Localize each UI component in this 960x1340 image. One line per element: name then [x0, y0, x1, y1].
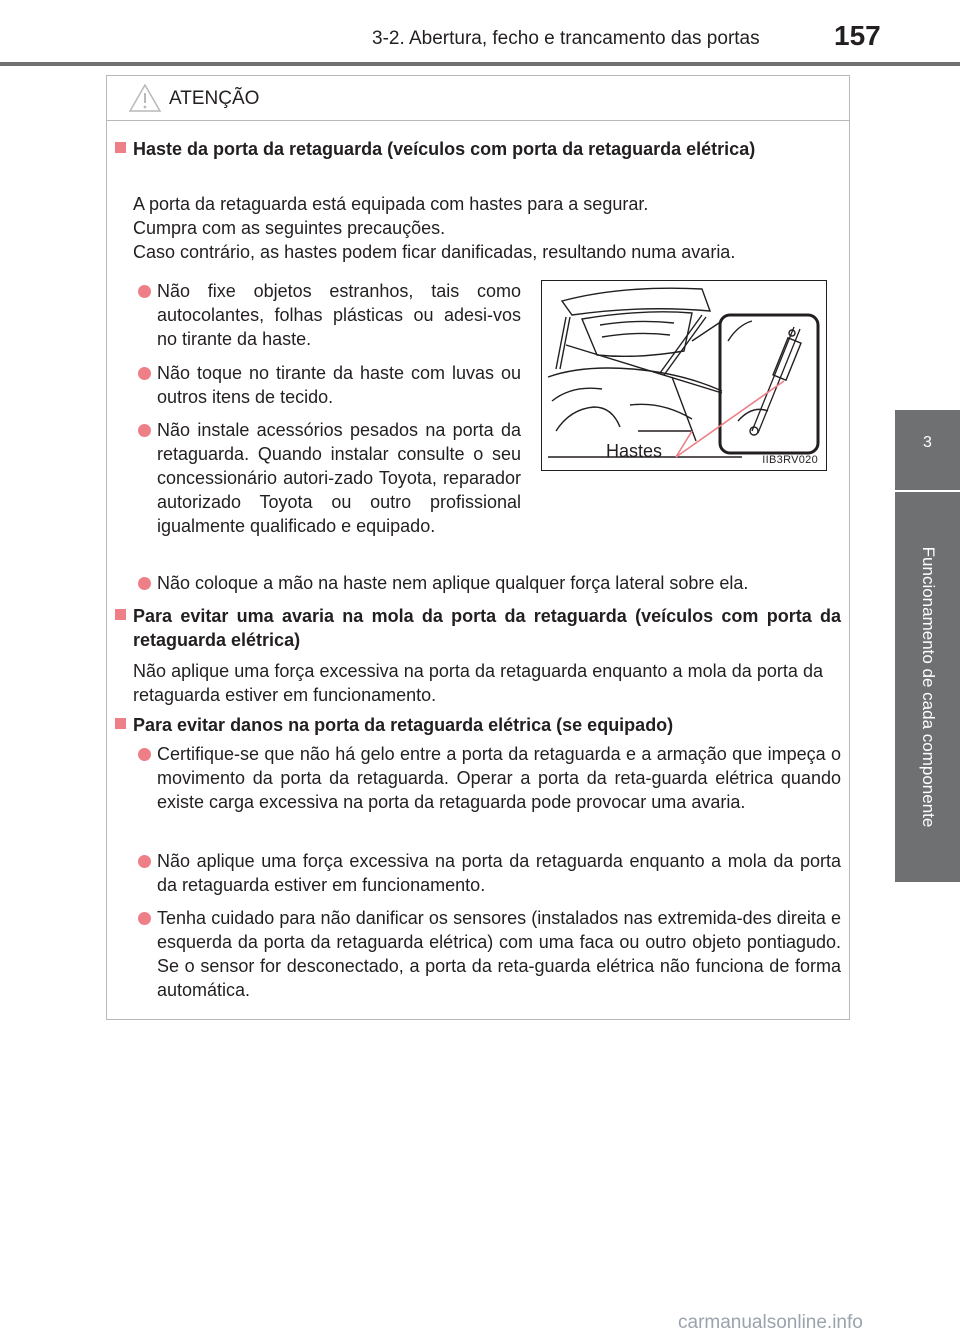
section-paragraph: A porta da retaguarda está equipada com hastes para a segurar. — [133, 194, 649, 214]
section-marker — [115, 142, 126, 153]
section-marker — [115, 718, 126, 729]
section-paragraph: Caso contrário, as hastes podem ficar danificadas, resultando numa avaria. — [133, 242, 736, 262]
section-paragraph: Não aplique uma força excessiva na porta da retaguarda enquanto a mola da porta da retaguarda estiver em funcionamento. — [133, 661, 823, 705]
bullet-marker — [138, 285, 151, 298]
figure-image-code: IIB3RV020 — [762, 454, 818, 466]
bullet-marker — [138, 855, 151, 868]
warning-header — [107, 76, 849, 121]
tailgate-struts-figure — [541, 280, 827, 471]
section-heading-3: Para evitar danos na porta da retaguarda elétrica (se equipado) — [133, 715, 674, 735]
figure-callout-label: Hastes — [606, 441, 663, 461]
watermark: carmanualsonline.info — [678, 1312, 863, 1333]
bullet-item: Não fixe objetos estranhos, tais como autocolantes, folhas plásticas ou adesi-vos no tirante da haste. — [157, 281, 521, 349]
bullet-item: Não coloque a mão na haste nem aplique qualquer força lateral sobre ela. — [157, 573, 749, 593]
warning-label: ATENÇÃO — [169, 88, 260, 109]
bullet-marker — [138, 912, 151, 925]
bullet-marker — [138, 748, 151, 761]
header-rule — [0, 62, 960, 66]
section-title: 3-2. Abertura, fecho e trancamento das portas — [372, 28, 760, 49]
bullet-item: Não toque no tirante da haste com luvas ou outros itens de tecido. — [157, 363, 521, 407]
bullet-marker — [138, 424, 151, 437]
bullet-marker — [138, 577, 151, 590]
page-number: 157 — [834, 20, 881, 51]
bullet-item: Não instale acessórios pesados na porta da retaguarda. Quando instalar consulte o seu concessionário autori-zado Toyota, reparador autorizado Toyota ou outro profissional igualmente qualificado e equipado. — [157, 420, 521, 536]
chapter-tab-label-text: Funcionamento de cada componente — [918, 546, 938, 828]
section-marker — [115, 609, 126, 620]
bullet-marker — [138, 367, 151, 380]
warning-triangle-icon — [129, 84, 161, 112]
section-paragraph: Cumpra com as seguintes precauções. — [133, 218, 446, 238]
bullet-item: Não aplique uma força excessiva na porta da retaguarda enquanto a mola da porta da retaguarda estiver em funcionamento. — [157, 851, 841, 895]
tailgate-struts-illustration — [542, 281, 826, 470]
bullet-item: Tenha cuidado para não danificar os sensores (instalados nas extremida-des direita e esquerda da porta da retaguarda elétrica) com uma faca ou outro objeto pontiagudo. Se o sensor for desconectado, a porta da reta-guarda elétrica não funciona de forma automática. — [157, 908, 841, 1000]
warning-box — [106, 75, 850, 1020]
section-heading-2: Para evitar uma avaria na mola da porta da retaguarda (veículos com porta da retaguarda elétrica) — [133, 606, 841, 650]
chapter-tab-number: 3 — [895, 410, 960, 490]
section-heading-1: Haste da porta da retaguarda (veículos com porta da retaguarda elétrica) — [133, 139, 756, 159]
chapter-tab-label — [895, 492, 960, 882]
bullet-item: Certifique-se que não há gelo entre a porta da retaguarda e a armação que impeça o movimento da porta da retaguarda. Operar a porta da reta-guarda elétrica quando existe carga excessiva na porta da retaguarda pode provocar uma avaria. — [157, 744, 841, 812]
